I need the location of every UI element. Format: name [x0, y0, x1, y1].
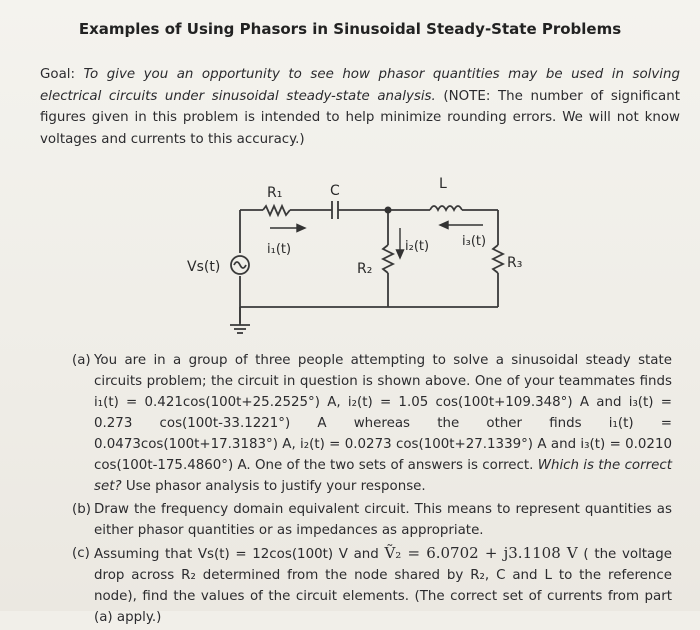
question-parts — [72, 350, 672, 630]
resistor-r3 — [493, 245, 503, 273]
label-i3: i₃(t) — [462, 234, 487, 249]
resistor-r2 — [383, 245, 393, 273]
label-vs: Vs(t) — [187, 259, 221, 275]
inductor-l — [430, 206, 462, 210]
part-a — [72, 350, 672, 497]
node-dot — [385, 207, 392, 214]
part-b — [72, 499, 672, 541]
part-b-label: (b) — [72, 502, 91, 517]
label-r2: R₂ — [357, 261, 373, 277]
part-c — [72, 543, 672, 628]
goal-note: (NOTE: The number of significant figures given in this problem is intended to help minimize rounding errors. We will not know voltages and currents to this accuracy.) — [40, 88, 680, 147]
part-a-tail: Use phasor analysis to justify your response. — [121, 479, 426, 494]
source-sine — [234, 262, 246, 268]
part-a-italic: Which is the correct set? — [94, 458, 672, 494]
label-i2: i₂(t) — [405, 239, 430, 254]
part-a-label: (a) — [72, 353, 91, 368]
circuit-diagram — [150, 175, 550, 340]
arrow-i3-head — [440, 222, 448, 229]
part-c-text1: Assuming that Vs(t) = 12cos(100t) V and — [94, 547, 385, 562]
arrow-i2-head — [397, 250, 404, 258]
label-r1: R₁ — [267, 185, 283, 201]
goal-paragraph — [40, 64, 680, 150]
arrow-i1-head — [297, 225, 305, 232]
page-title: Examples of Using Phasors in Sinusoidal Steady-State Problems — [78, 20, 622, 38]
goal-label: Goal: — [40, 67, 84, 82]
resistor-r1 — [263, 206, 290, 215]
label-r3: R₃ — [507, 255, 523, 271]
label-i1: i₁(t) — [267, 242, 292, 257]
part-c-text2: ( the voltage drop across R₂ determined from the node shared by R₂, C and L to the reference node), find the values of the circuit elements. (The correct set of currents from part (a) apply.) — [94, 547, 672, 625]
part-c-equation: Ṽ₂ = 6.0702 + j3.1108 V — [384, 544, 578, 562]
part-a-text: You are in a group of three people attempting to solve a sinusoidal steady state circuits problem; the circuit in question is shown above. One of your teammates finds i₁(t) = 0.421cos(100t+25.2525°) A, i₂(t) = 1.05 cos(100t+109.348°) A and i₃(t) = 0.273 cos(100t-33.1221°) A whereas the other finds i₁(t) = 0.0473cos(100t+17.3183°) A, i₂(t) = 0.0273 cos(100t+27.1339°) A and i₃(t) = 0.0210 cos(100t-175.4860°) A. One of the two sets of answers is correct. — [94, 353, 672, 473]
part-b-text: Draw the frequency domain equivalent circuit. This means to represent quantities as either phasor quantities or as impedances as appropriate. — [94, 502, 672, 538]
goal-italic: To give you an opportunity to see how phasor quantities may be used in solving electrical circuits under sinusoidal steady-state analysis. — [40, 67, 680, 104]
label-c: C — [330, 183, 340, 199]
part-c-label: (c) — [72, 546, 90, 561]
label-l: L — [439, 176, 447, 192]
